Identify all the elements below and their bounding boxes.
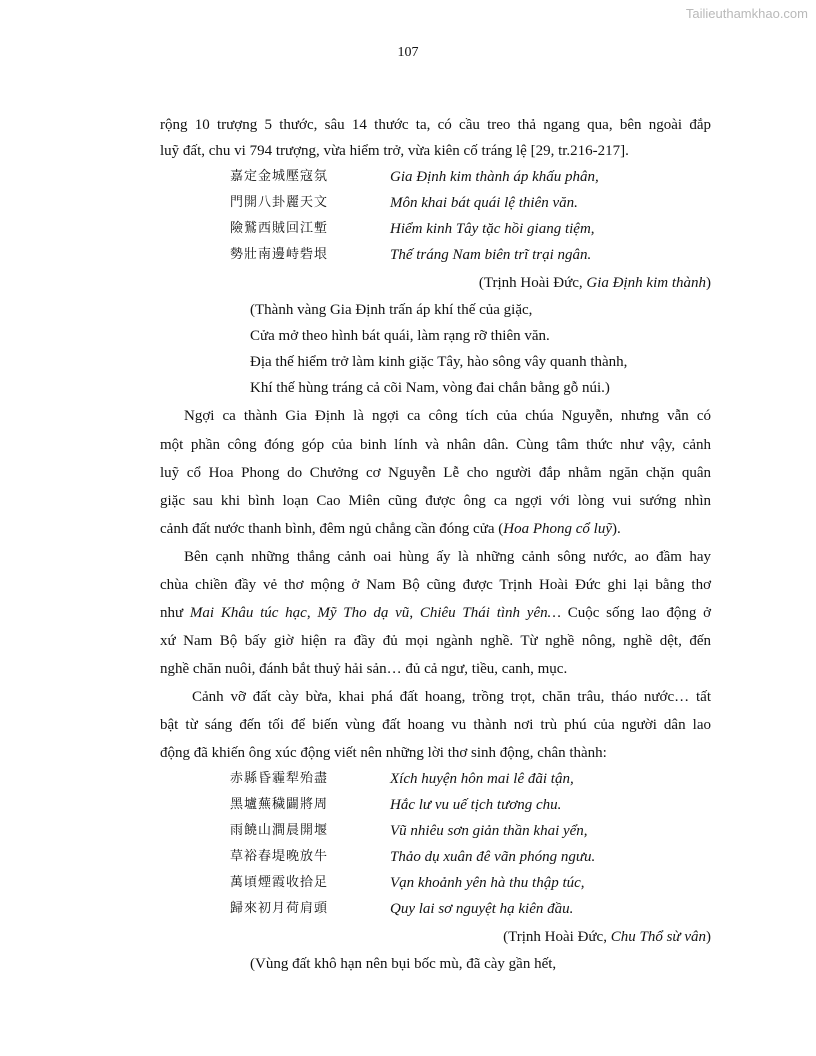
watermark: Tailieuthamkhao.com [685,6,808,21]
text-line: Ngợi ca thành Gia Định là ngợi ca công tích của chúa Nguyễn, nhưng vẫn có [184,408,711,424]
text-line: luỹ đất, chu vi 794 trượng, vừa hiểm trở, vừa kiên cố tráng lệ [29, tr.216-217]. [160,143,629,159]
poem-line [230,768,711,790]
viet-text: Gia Định kim thành áp khấu phân, [390,169,599,185]
poem-line [230,846,711,868]
han-text: 勢壯南邊峙砦垠 [230,247,329,262]
text-line: luỹ cổ Hoa Phong do Chưởng cơ Nguyễn Lễ cho người đắp nhằm ngăn chặn quân [160,465,711,481]
text-line: xứ Nam Bộ bấy giờ hiện ra đầy đủ mọi ngành nghề. Từ nghề nông, nghề dệt, đến [160,633,711,649]
poem-line [230,244,711,266]
viet-text: Vũ nhiêu sơn giản thần khai yển, [390,823,588,839]
viet-text: Xích huyện hôn mai lê đãi tận, [390,771,574,787]
han-text: 歸來初月荷肩頭 [230,901,329,916]
translation-line: Địa thế hiểm trở làm kinh giặc Tây, hào sông vây quanh thành, [250,354,628,370]
viet-text: Quy lai sơ nguyệt hạ kiên đầu. [390,901,574,917]
han-text: 黑壚蕪穢闢將周 [230,797,329,812]
poem-line [230,218,711,240]
poem-line [230,872,711,894]
translation-line: (Vùng đất khô hạn nên bụi bốc mù, đã cày gần hết, [250,956,557,972]
credit-work: Gia Định kim thành [586,275,706,291]
viet-text: Thế tráng Nam biên trĩ trại ngân. [390,247,592,263]
text-line: cảnh đất nước thanh bình, đêm ngủ chẳng cần đóng cửa (Hoa Phong cổ luỹ). [160,521,621,537]
credit-author: (Trịnh Hoài Đức, [478,275,587,291]
poem-credit [160,926,711,948]
han-text: 草裕春堤晚放牛 [230,849,329,864]
poem-line [230,794,711,816]
text-line: động đã khiến ông xúc động viết nên những lời thơ sinh động, chân thành: [160,745,607,761]
text-line: Cảnh vỡ đất cày bừa, khai phá đất hoang, trồng trọt, chăn trâu, tháo nước… tất [192,689,711,705]
poem-line [230,192,711,214]
text-line: bật từ sáng đến tối để biến vùng đất hoang vu thành nơi trù phú của người dân lao [160,717,711,733]
viet-text: Hắc lư vu uế tịch tương chu. [390,797,562,813]
viet-text: Môn khai bát quái lệ thiên văn. [390,195,578,211]
viet-text: Vạn khoảnh yên hà thu thập túc, [390,875,585,891]
viet-text: Thảo dụ xuân đê vãn phóng ngưu. [390,849,596,865]
translation-line: (Thành vàng Gia Định trấn áp khí thế của giặc, [250,302,533,318]
translation-line: Khí thế hùng tráng cả cõi Nam, vòng đai chắn bằng gỗ núi.) [250,380,610,396]
credit-close: ) [706,275,711,291]
han-text: 嘉定金城壓寇氛 [230,169,329,184]
credit-work: Chu Thổ sừ vân [610,929,706,945]
poem-line [230,898,711,920]
text-line: rộng 10 trượng 5 thước, sâu 14 thước ta, có cầu treo thả ngang qua, bên ngoài đắp [160,117,711,133]
poem-line [230,820,711,842]
poem-credit [160,272,711,294]
poem-line [230,166,711,188]
han-text: 險鷲西賊回江塹 [230,221,329,236]
text-line: như Mai Khâu túc hạc, Mỹ Tho dạ vũ, Chiêu Thái tình yên… Cuộc sống lao động ở [160,605,712,621]
text-line: một phần công đóng góp của binh lính và nhân dân. Cùng tâm thức như vậy, cảnh [160,437,711,453]
text-line: chùa chiền đầy vẻ thơ mộng ở Nam Bộ cũng được Trịnh Hoài Đức ghi lại bằng thơ [160,577,711,593]
han-text: 門開八卦麗天文 [230,195,329,210]
page-number: 107 [397,45,419,60]
credit-close: ) [706,929,711,945]
translation-line: Cửa mở theo hình bát quái, làm rạng rỡ thiên văn. [250,328,550,344]
han-text: 萬頃煙霞收拾足 [230,875,329,890]
han-text: 赤縣昏霾犁殆盡 [230,771,329,786]
viet-text: Hiểm kinh Tây tặc hồi giang tiệm, [390,221,595,237]
text-line: giặc sau khi bình loạn Cao Miên cũng được ông ca ngợi với lòng vui sướng nhìn [160,493,711,509]
text-line: Bên cạnh những thắng cảnh oai hùng ấy là những cảnh sông nước, ao đầm hay [184,549,711,565]
han-text: 雨饒山澗晨開堰 [230,823,329,838]
credit-author: (Trịnh Hoài Đức, [503,929,611,945]
text-line: nghề chăn nuôi, đánh bắt thuỷ hải sản… đủ cả ngư, tiều, canh, mục. [160,661,568,677]
